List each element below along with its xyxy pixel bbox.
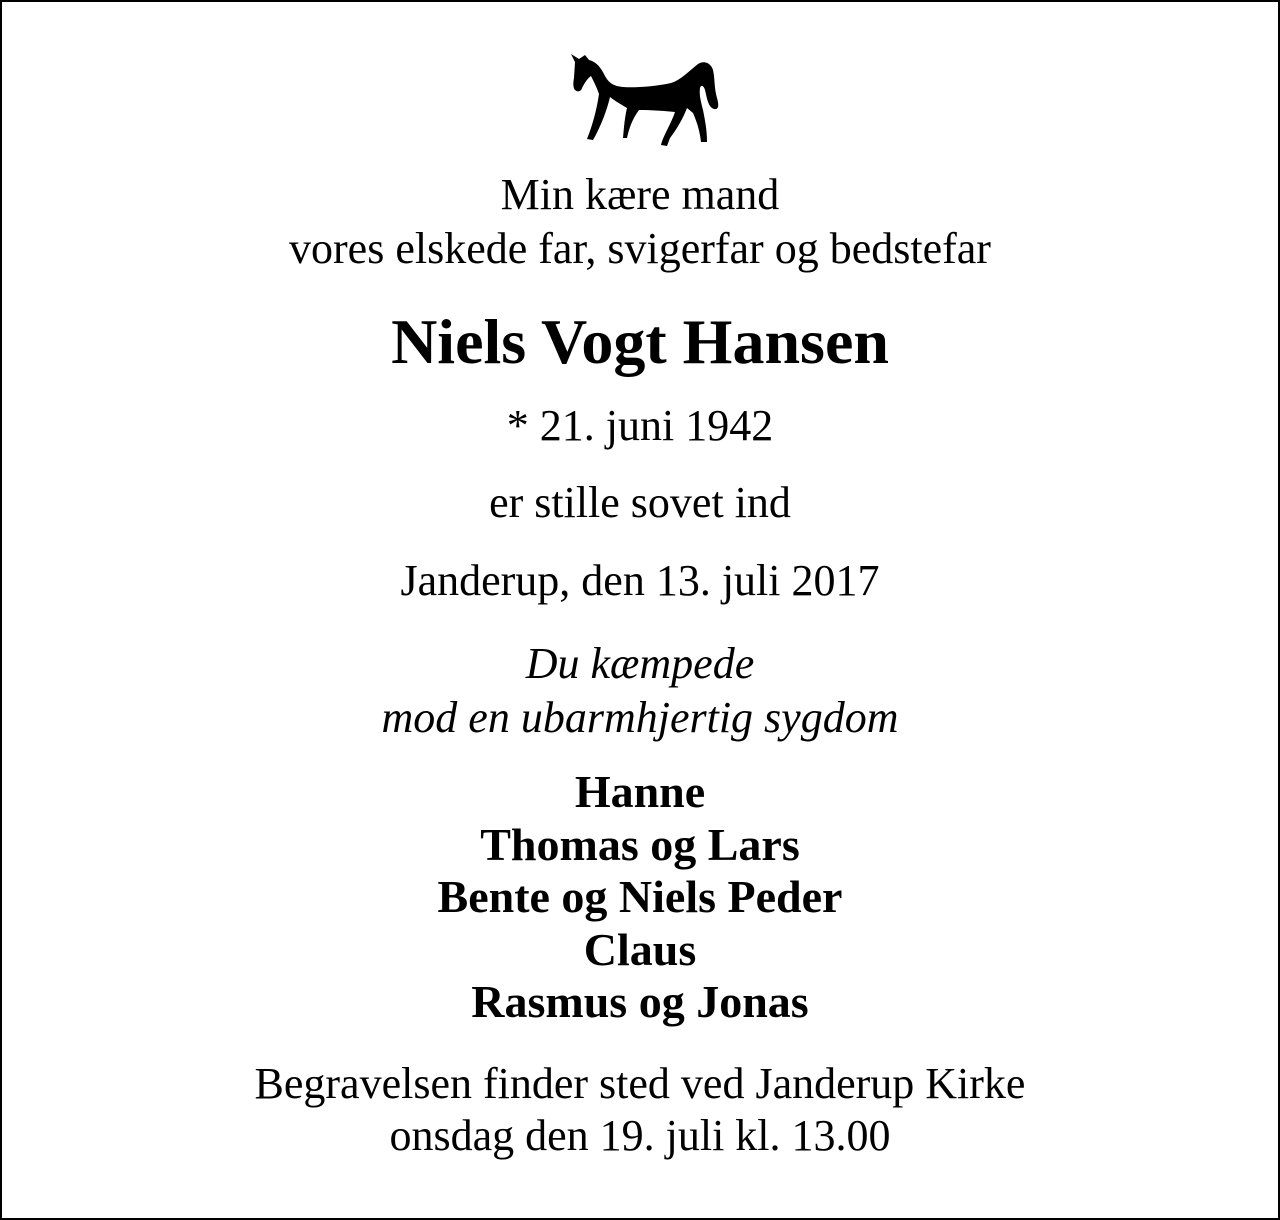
intro-line: Min kære mand xyxy=(500,170,780,219)
birth-date: * 21. juni 1942 xyxy=(506,401,774,450)
verse xyxy=(2,637,1278,745)
family-line: Thomas og Lars xyxy=(480,818,800,870)
intro-line: vores elskede far, svigerfar og bedstefar xyxy=(289,224,991,273)
family-line: Claus xyxy=(583,923,697,975)
intro-text xyxy=(2,168,1278,276)
family-line: Rasmus og Jonas xyxy=(471,976,809,1027)
deceased-name: Niels Vogt Hansen xyxy=(391,306,889,377)
passed-text: er stille sovet ind xyxy=(489,478,791,527)
family-line: Bente og Niels Peder xyxy=(437,871,843,922)
funeral-line: onsdag den 19. juli kl. 13.00 xyxy=(389,1111,891,1160)
funeral-line: Begravelsen finder sted ved Janderup Kirke xyxy=(254,1059,1026,1108)
place-and-date: Janderup, den 13. juli 2017 xyxy=(400,556,880,605)
funeral-info xyxy=(2,1058,1278,1162)
family-names xyxy=(2,766,1278,1029)
horse-silhouette-icon xyxy=(567,50,722,148)
verse-line: mod en ubarmhjertig sygdom xyxy=(381,693,899,742)
family-line: Hanne xyxy=(574,766,706,817)
verse-line: Du kæmpede xyxy=(525,639,755,688)
